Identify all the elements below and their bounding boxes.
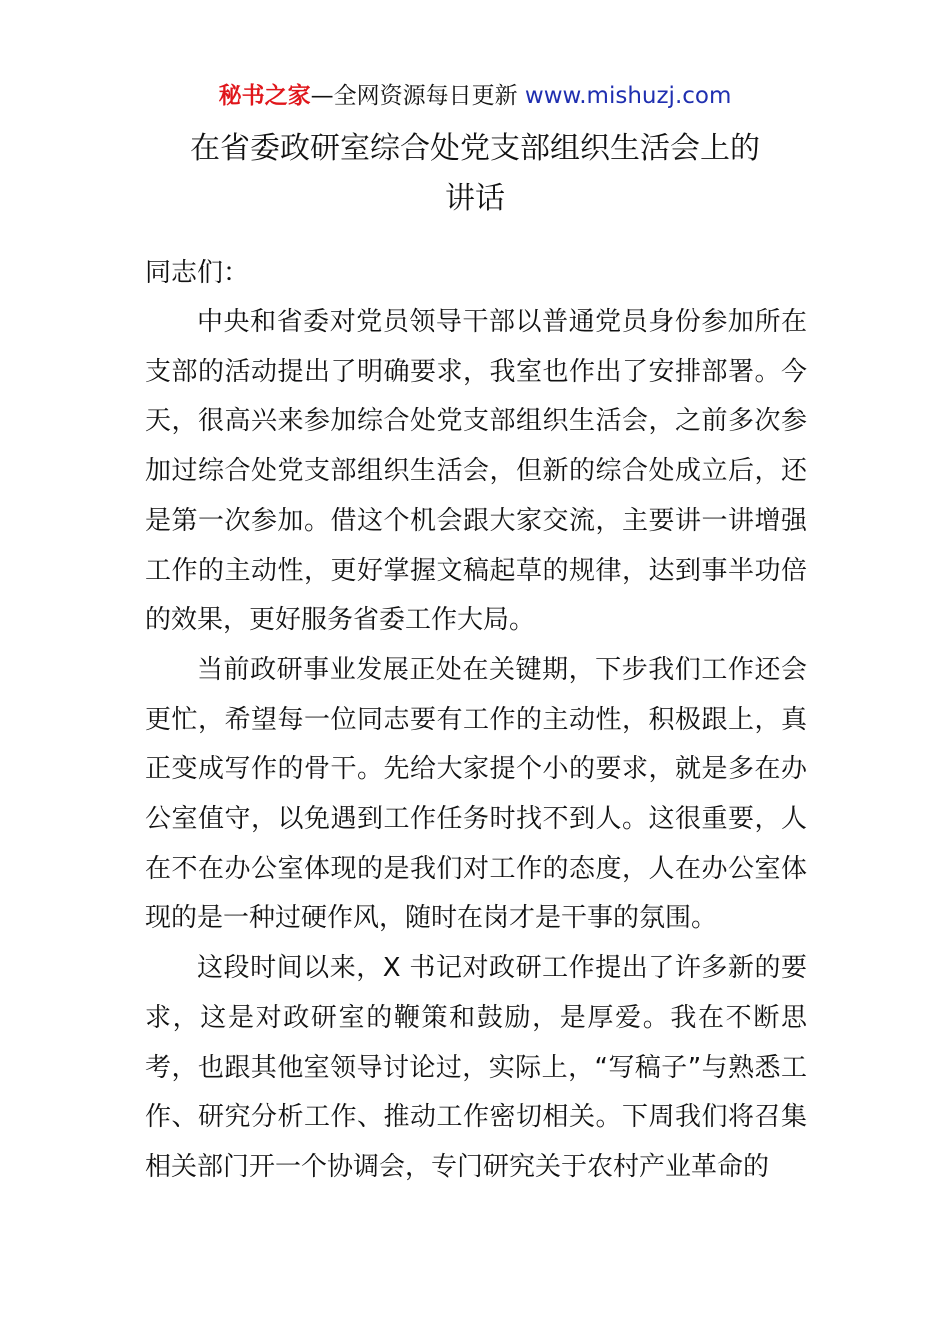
paragraph-2: 当前政研事业发展正处在关键期，下步我们工作还会更忙，希望每一位同志要有工作的主动性，积极跟上，真正变成写作的骨干。先给大家提个小的要求，就是多在办公室值守，以免遇到工作任务时找不到人。这很重要，人在不在办公室体现的是我们对工作的态度，人在办公室体现的是一种过硬作风，随时在岗才是干事的氛围。 <box>145 654 807 934</box>
document-title-line-2: 讲话 <box>445 181 505 216</box>
document-title-line-1: 在省委政研室综合处党支部组织生活会上的 <box>190 131 760 166</box>
paragraph-3: 这段时间以来，X 书记对政研工作提出了许多新的要求，这是对政研室的鞭策和鼓励，是厚爱。我在不断思考，也跟其他室领导讨论过，实际上，“写稿子”与熟悉工作、研究分析工作、推动工作密切相关。下周我们将召集相关部门开一个协调会，专门研究关于农村产业革命的 <box>145 953 807 1182</box>
site-header <box>0 80 950 112</box>
salutation: 同志们： <box>145 258 250 288</box>
site-name: 秘书之家 <box>218 83 311 109</box>
site-url-link[interactable]: www.mishuzj.com <box>524 83 732 109</box>
document-body <box>145 248 807 1193</box>
site-tagline: —全网资源每日更新 <box>310 83 518 109</box>
paragraph-1: 中央和省委对党员领导干部以普通党员身份参加所在支部的活动提出了明确要求，我室也作出了安排部署。今天，很高兴来参加综合处党支部组织生活会，之前多次参加过综合处党支部组织生活会，但新的综合处成立后，还是第一次参加。借这个机会跟大家交流，主要讲一讲增强工作的主动性，更好掌握文稿起草的规律，达到事半功倍的效果，更好服务省委工作大局。 <box>145 307 807 636</box>
document-title <box>130 124 820 224</box>
